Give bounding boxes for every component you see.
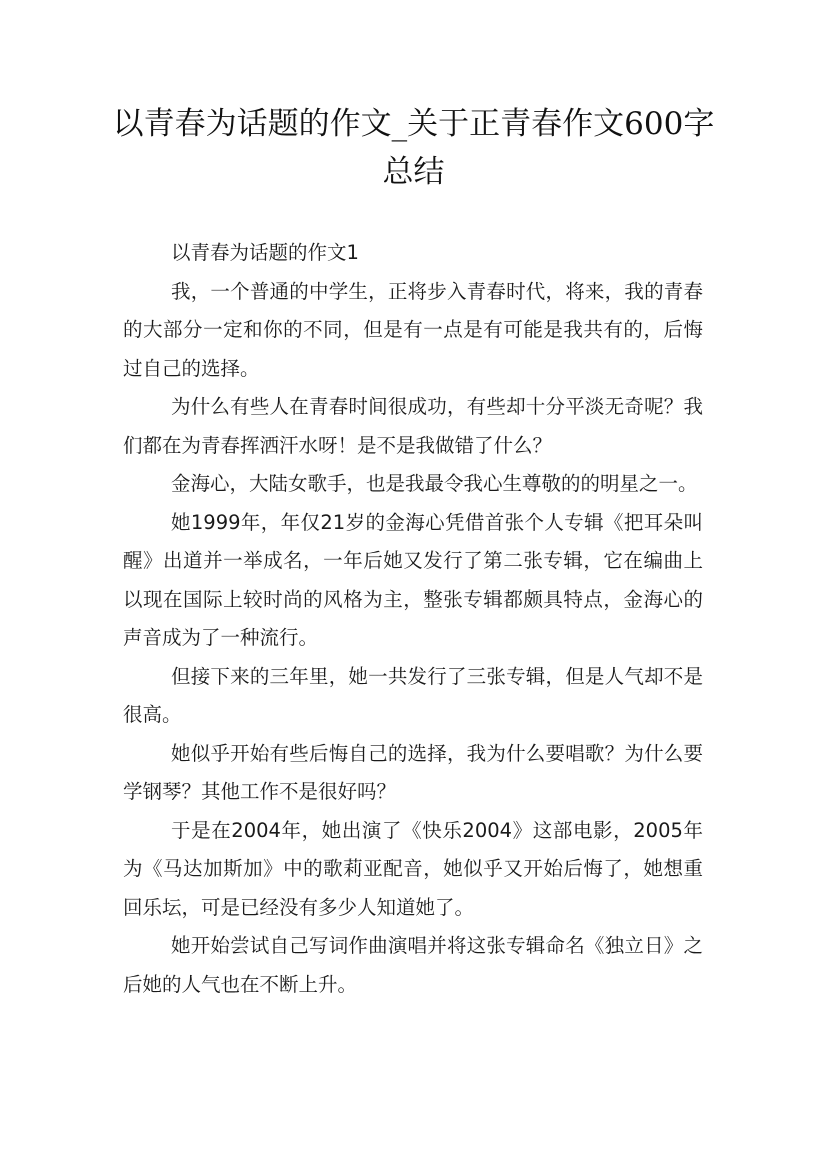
document-title: 以青春为话题的作文_关于正青春作文600字总结 (112, 106, 715, 190)
paragraph-heading: 以青春为话题的作文1 (171, 241, 359, 264)
paragraph: 但接下来的三年里，她一共发行了三张专辑，但是人气却不是很高。 (123, 664, 703, 726)
paragraph: 金海心，大陆女歌手，也是我最令我心生尊敬的的明星之一。 (171, 472, 698, 495)
paragraph: 于是在2004年，她出演了《快乐2004》这部电影，2005年为《马达加斯加》中的歌莉亚配音，她似乎又开始后悔了，她想重回乐坛，可是已经没有多少人知道她了。 (123, 818, 703, 919)
paragraph: 她1999年，年仅21岁的金海心凭借首张个人专辑《把耳朵叫醒》出道并一举成名，一年后她又发行了第二张专辑，它在编曲上以现在国际上较时尚的风格为主，整张专辑都颇具特点，金海心的声音成为了一种流行。 (123, 510, 703, 649)
paragraph: 我，一个普通的中学生，正将步入青春时代，将来，我的青春的大部分一定和你的不同，但是有一点是有可能是我共有的，后悔过自己的选择。 (123, 279, 703, 380)
paragraph: 为什么有些人在青春时间很成功，有些却十分平淡无奇呢？我们都在为青春挥洒汗水呀！是不是我做错了什么？ (123, 395, 703, 457)
document-body (123, 234, 703, 1004)
paragraph: 她开始尝试自己写词作曲演唱并将这张专辑命名《独立日》之后她的人气也在不断上升。 (123, 934, 703, 996)
paragraph: 她似乎开始有些后悔自己的选择，我为什么要唱歌？为什么要学钢琴？其他工作不是很好吗？ (123, 741, 703, 803)
